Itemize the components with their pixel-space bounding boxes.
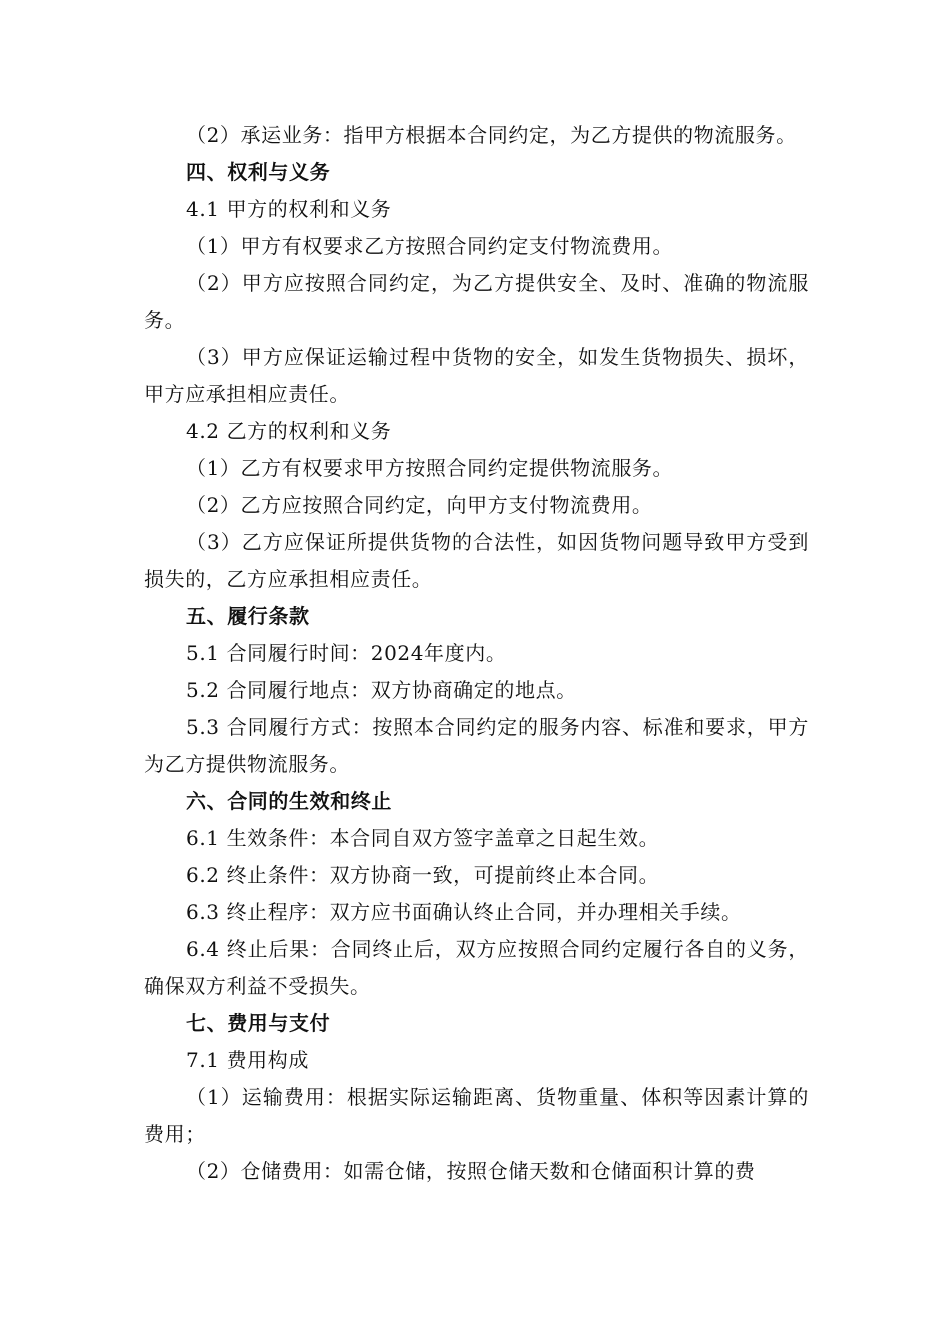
section-heading: 五、履行条款 (186, 604, 310, 628)
document-body (144, 117, 809, 1190)
paragraph: 4.2 乙方的权利和义务 (186, 419, 392, 443)
section-heading: 七、费用与支付 (186, 1011, 331, 1035)
paragraph: 5.2 合同履行地点：双方协商确定的地点。 (186, 678, 577, 702)
paragraph: （2）仓储费用：如需仓储，按照仓储天数和仓储面积计算的费 (186, 1159, 756, 1183)
paragraph: 5.1 合同履行时间：2024年度内。 (186, 641, 507, 665)
paragraph: （2）乙方应按照合同约定，向甲方支付物流费用。 (186, 493, 653, 517)
paragraph: （2）甲方应按照合同约定，为乙方提供安全、及时、准确的物流服务。 (144, 271, 809, 332)
paragraph: （2）承运业务：指甲方根据本合同约定，为乙方提供的物流服务。 (186, 123, 797, 147)
paragraph: 5.3 合同履行方式：按照本合同约定的服务内容、标准和要求，甲方为乙方提供物流服务。 (144, 715, 809, 776)
paragraph: 6.1 生效条件：本合同自双方签字盖章之日起生效。 (186, 826, 660, 850)
paragraph: （3）甲方应保证运输过程中货物的安全，如发生货物损失、损坏，甲方应承担相应责任。 (144, 345, 809, 406)
paragraph: 6.3 终止程序：双方应书面确认终止合同，并办理相关手续。 (186, 900, 742, 924)
paragraph: （3）乙方应保证所提供货物的合法性，如因货物问题导致甲方受到损失的，乙方应承担相应责任。 (144, 530, 809, 591)
paragraph: 6.2 终止条件：双方协商一致，可提前终止本合同。 (186, 863, 660, 887)
paragraph: 7.1 费用构成 (186, 1048, 309, 1072)
section-heading: 六、合同的生效和终止 (186, 789, 392, 813)
paragraph: 6.4 终止后果：合同终止后，双方应按照合同约定履行各自的义务，确保双方利益不受损失。 (144, 937, 809, 998)
section-heading: 四、权利与义务 (186, 160, 331, 184)
paragraph: （1）乙方有权要求甲方按照合同约定提供物流服务。 (186, 456, 674, 480)
paragraph: （1）运输费用：根据实际运输距离、货物重量、体积等因素计算的费用； (144, 1085, 809, 1146)
paragraph: （1）甲方有权要求乙方按照合同约定支付物流费用。 (186, 234, 674, 258)
paragraph: 4.1 甲方的权利和义务 (186, 197, 392, 221)
